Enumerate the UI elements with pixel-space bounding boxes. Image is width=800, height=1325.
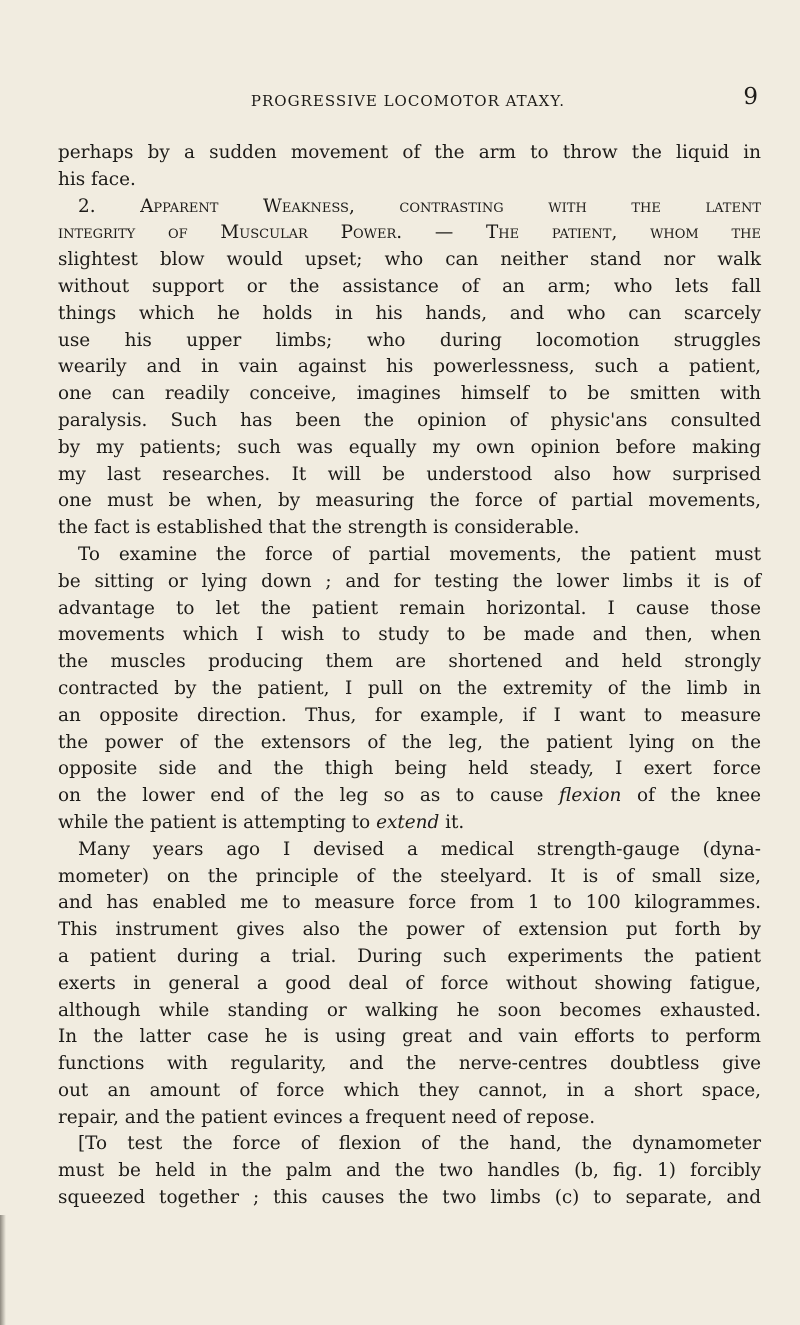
text-line: exerts in general a good deal of force without showing fatigue, [58, 972, 761, 994]
running-head [58, 84, 758, 120]
text-line: things which he holds in his hands, and who can scarcely [58, 302, 761, 324]
text-line: one can readily conceive, imagines himself to be smitten with [58, 383, 761, 405]
text-line: contracted by the patient, I pull on the extremity of the limb in [58, 677, 761, 699]
text-line: one must be when, by measuring the force of partial movements, [58, 490, 761, 512]
text-line [58, 810, 761, 837]
text-line: slightest blow would upset; who can neither stand nor walk [58, 249, 761, 271]
text-line: by my patients; such was equally my own opinion before making [58, 436, 761, 458]
text-line: squeezed together ; this causes the two limbs (c) to separate, and [58, 1187, 761, 1209]
text-line: functions with regularity, and the nerve-centres doubtless give [58, 1053, 761, 1075]
text-line: be sitting or lying down ; and for testing the lower limbs it is of [58, 570, 761, 592]
text-line: use his upper limbs; who during locomotion struggles [58, 329, 761, 351]
text-line: advantage to let the patient remain horizontal. I cause those [58, 597, 761, 619]
text-line: wearily and in vain against his powerlessness, such a patient, [58, 356, 761, 378]
text-line: the muscles producing them are shortened and held strongly [58, 651, 761, 673]
text-line: perhaps by a sudden movement of the arm to throw the liquid in [58, 142, 761, 163]
section-heading: integrity of Muscular Power. — The patient, whom the [58, 222, 761, 244]
section-heading-line [58, 220, 761, 247]
text-line: without support or the assistance of an arm; who lets fall [58, 275, 761, 297]
text-line: my last researches. It will be understood also how surprised [58, 463, 761, 485]
section-heading-line [58, 194, 761, 221]
text-line: and has enabled me to measure force from 1 to 100 kilogrammes. [58, 892, 761, 914]
text-line: This instrument gives also the power of extension put forth by [58, 919, 761, 941]
page-number: 9 [743, 84, 758, 110]
text-line: opposite side and the thigh being held steady, I exert force [58, 758, 761, 780]
text-segment: of the knee [637, 785, 761, 807]
text-line: To examine the force of partial movements, the patient must [78, 543, 761, 565]
text-line: [To test the force of flexion of the hand, the dynamometer [78, 1133, 761, 1155]
text-line: In the latter case he is using great and vain efforts to perform [58, 1026, 761, 1048]
text-line: although while standing or walking he soon becomes exhausted. [58, 999, 761, 1021]
text-line: Many years ago I devised a medical strength-gauge (dyna- [78, 838, 761, 860]
text-line: must be held in the palm and the two handles (b, fig. 1) forcibly [58, 1160, 761, 1182]
text-line: his face. [58, 168, 136, 190]
text-segment: on the lower end of the leg so as to cause [58, 785, 544, 807]
text-line: the power of the extensors of the leg, the patient lying on the [58, 731, 761, 753]
text-line: a patient during a trial. During such experiments the patient [58, 945, 761, 967]
text-line: mometer) on the principle of the steelyard. It is of small size, [58, 865, 761, 887]
running-title: PROGRESSIVE LOCOMOTOR ATAXY. [250, 92, 566, 110]
italic-term: extend [376, 811, 440, 833]
text-line: an opposite direction. Thus, for example, if I want to measure [58, 704, 761, 726]
section-heading: 2. Apparent Weakness, contrasting with the latent [78, 195, 761, 217]
italic-term: flexion [559, 785, 622, 807]
text-line: out an amount of force which they cannot, in a short space, [58, 1079, 761, 1101]
text-line [58, 783, 761, 810]
text-segment: while the patient is attempting to [58, 811, 371, 833]
text-line: repair, and the patient evinces a frequent need of repose. [58, 1106, 596, 1128]
text-line: paralysis. Such has been the opinion of physic'ans consulted [58, 409, 761, 431]
page-edge-shadow [0, 1215, 6, 1325]
text-line: movements which I wish to study to be made and then, when [58, 624, 761, 646]
body-text [58, 140, 761, 1212]
text-segment: it. [445, 811, 465, 833]
text-line: the fact is established that the strength is considerable. [58, 517, 580, 539]
